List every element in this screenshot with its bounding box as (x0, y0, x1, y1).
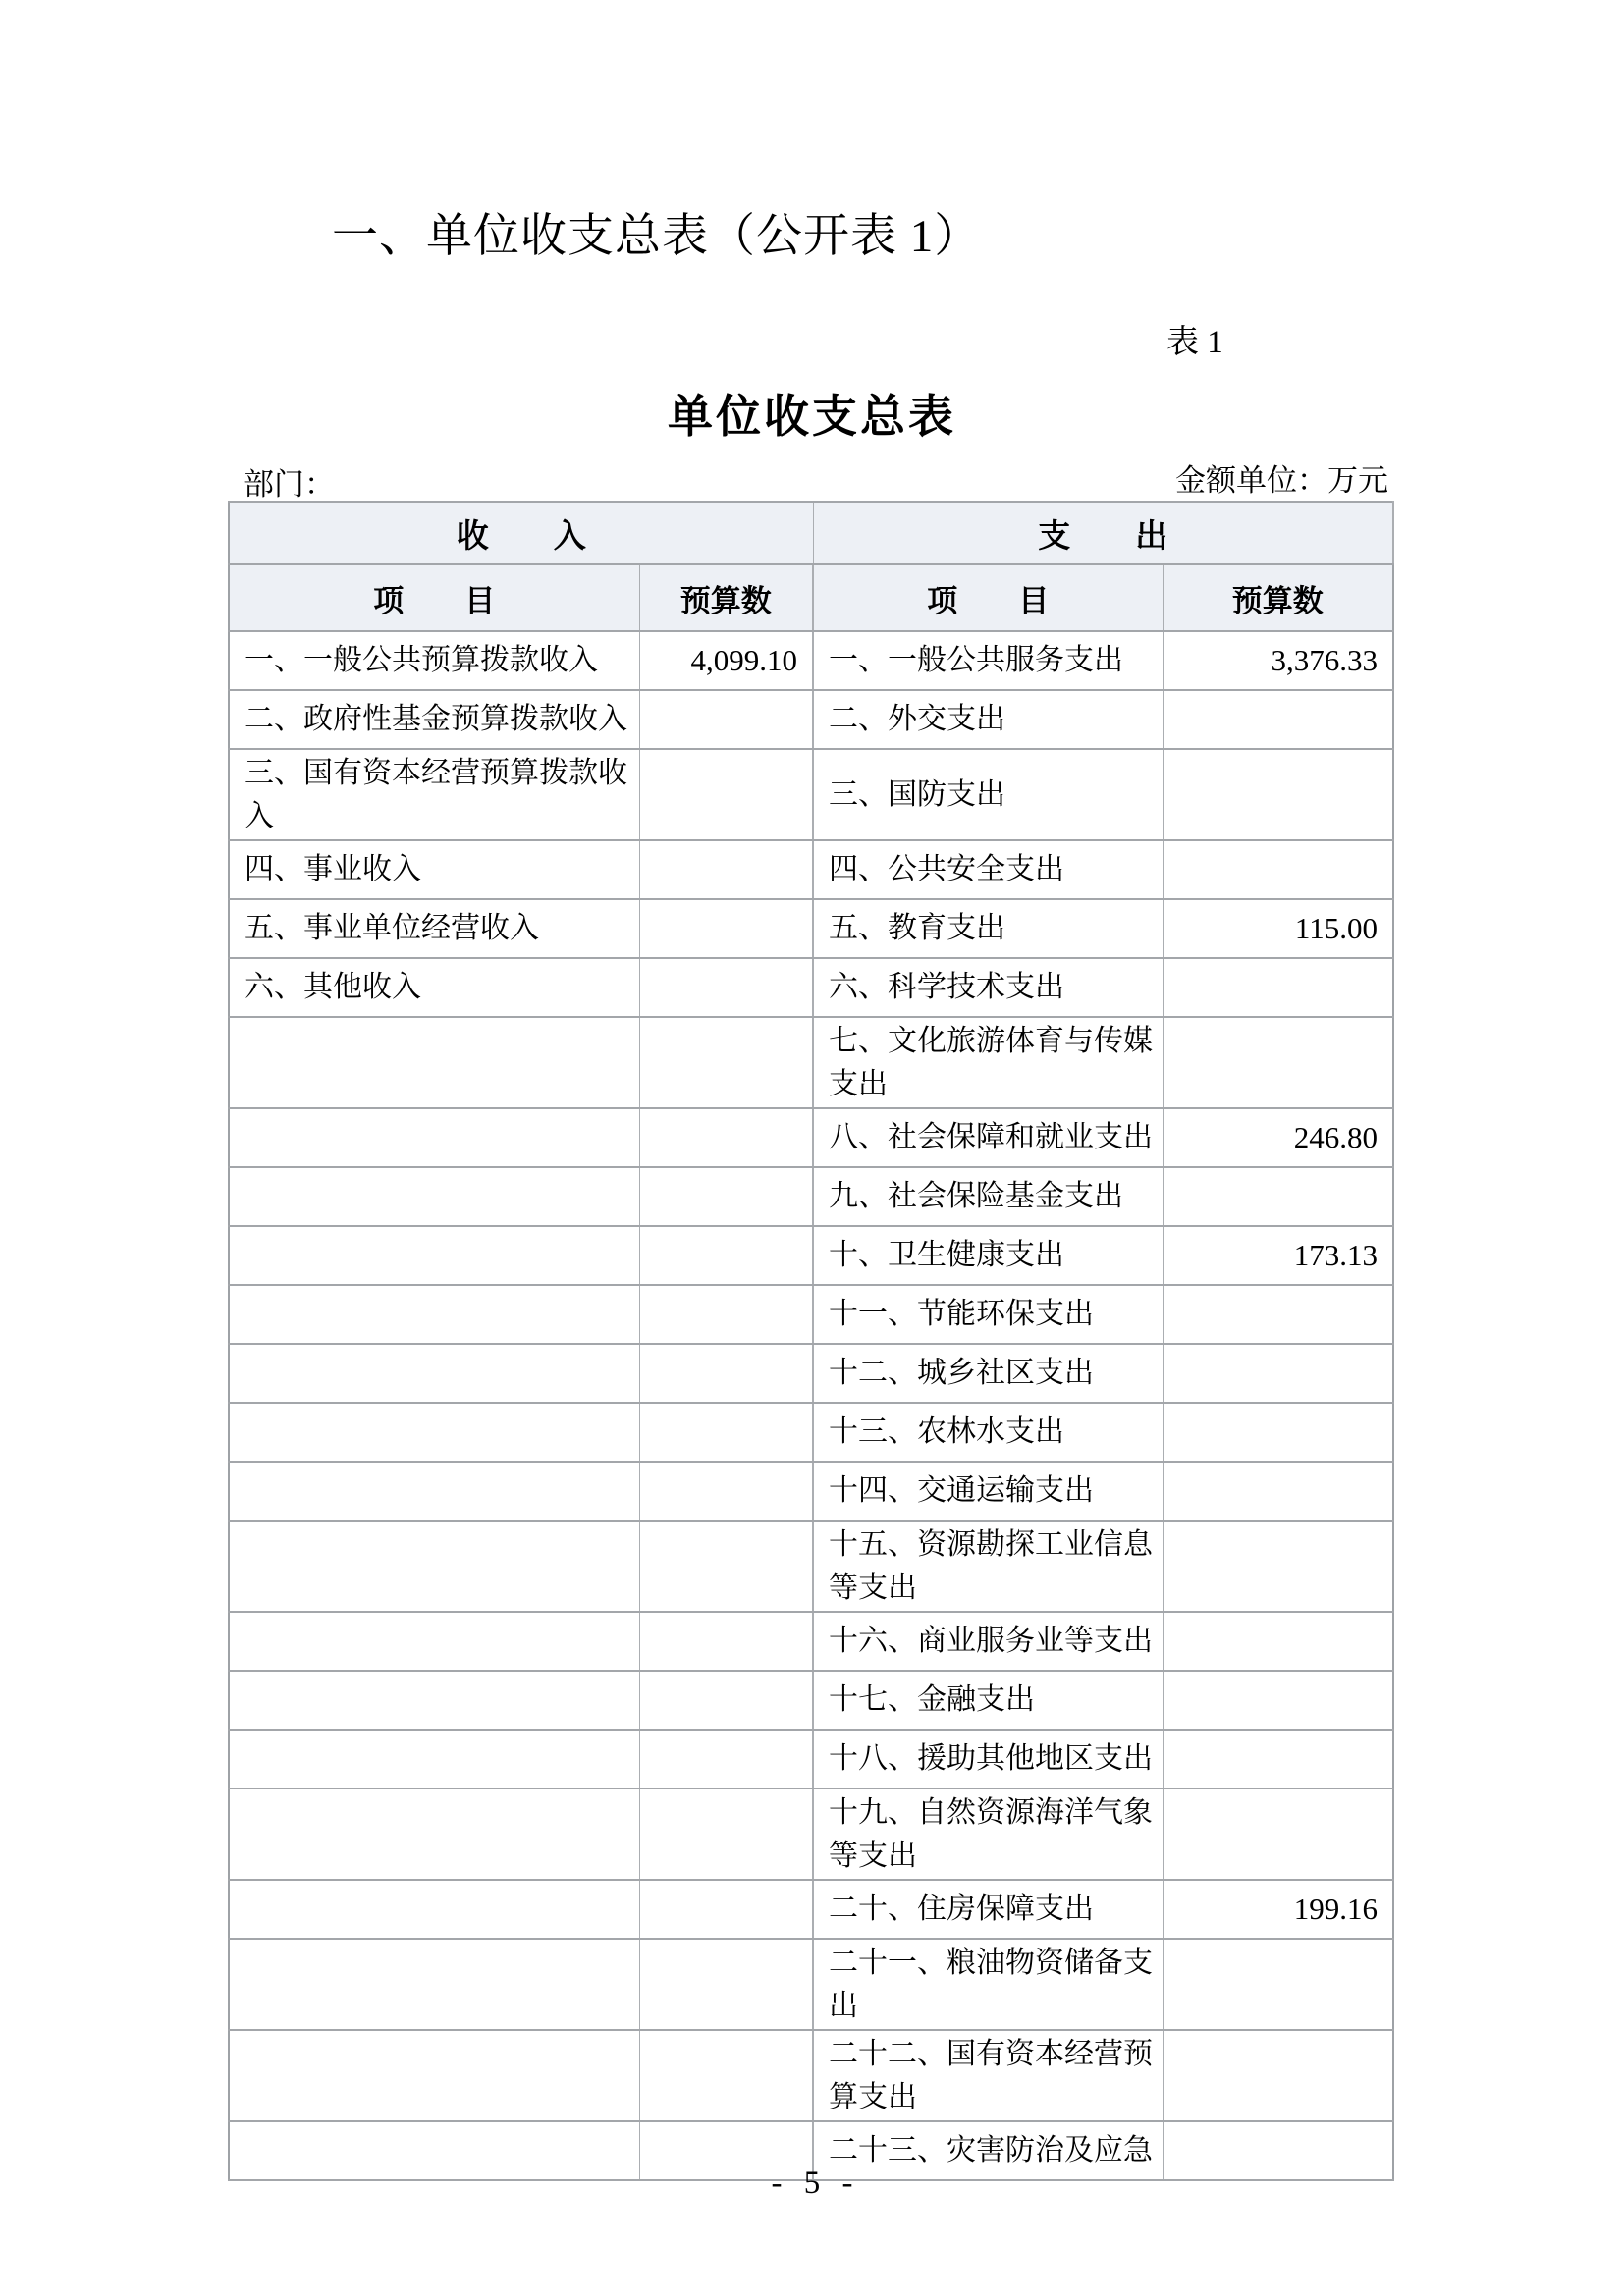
income-budget-cell: 4,099.10 (639, 631, 813, 690)
income-budget-cell (639, 958, 813, 1017)
expense-item-cell: 二、外交支出 (813, 690, 1163, 749)
income-item-cell: 一、一般公共预算拨款收入 (229, 631, 639, 690)
income-budget-cell (639, 1167, 813, 1226)
expense-budget-cell (1163, 1285, 1393, 1344)
expense-budget-cell (1163, 958, 1393, 1017)
income-item-cell (229, 1285, 639, 1344)
expense-item-cell: 十八、援助其他地区支出 (813, 1730, 1163, 1789)
expense-budget-cell (1163, 1730, 1393, 1789)
expense-budget-cell (1163, 1521, 1393, 1612)
income-item-cell: 六、其他收入 (229, 958, 639, 1017)
expense-item-cell: 二十一、粮油物资储备支出 (813, 1939, 1163, 2030)
expense-budget-cell (1163, 840, 1393, 899)
expense-budget-cell (1163, 1344, 1393, 1403)
table-row (229, 1462, 1393, 1521)
table-row (229, 749, 1393, 840)
expense-item-cell: 十二、城乡社区支出 (813, 1344, 1163, 1403)
department-label: 部门： (244, 467, 335, 502)
expense-item-cell: 十一、节能环保支出 (813, 1285, 1163, 1344)
amount-unit-label: 金额单位：万元 (1175, 463, 1388, 498)
income-item-cell (229, 1612, 639, 1671)
table-row (229, 1730, 1393, 1789)
table-row (229, 2030, 1393, 2121)
expense-budget-header: 预算数 (1163, 564, 1393, 631)
income-item-cell (229, 1939, 639, 2030)
table-row (229, 1880, 1393, 1939)
table-row (229, 1017, 1393, 1108)
income-item-cell (229, 1017, 639, 1108)
expense-budget-cell: 246.80 (1163, 1108, 1393, 1167)
income-budget-cell (639, 1403, 813, 1462)
income-item-cell (229, 2030, 639, 2121)
expense-budget-cell (1163, 1403, 1393, 1462)
income-item-cell: 四、事业收入 (229, 840, 639, 899)
income-item-header: 项 目 (229, 564, 639, 631)
table-row (229, 1344, 1393, 1403)
table-row (229, 1939, 1393, 2030)
expense-item-cell: 三、国防支出 (813, 749, 1163, 840)
income-budget-cell (639, 1939, 813, 2030)
expense-budget-cell: 199.16 (1163, 1880, 1393, 1939)
table-row (229, 1403, 1393, 1462)
income-budget-cell (639, 1226, 813, 1285)
income-item-cell (229, 1167, 639, 1226)
income-budget-cell (639, 1285, 813, 1344)
income-budget-cell (639, 1344, 813, 1403)
expense-budget-cell (1163, 1789, 1393, 1880)
expense-budget-cell: 173.13 (1163, 1226, 1393, 1285)
income-budget-cell (639, 899, 813, 958)
income-item-cell: 五、事业单位经营收入 (229, 899, 639, 958)
income-budget-cell (639, 1671, 813, 1730)
income-item-cell (229, 1521, 639, 1612)
table-row (229, 690, 1393, 749)
income-budget-cell (639, 1789, 813, 1880)
expense-item-header: 项 目 (813, 564, 1163, 631)
income-item-cell (229, 1403, 639, 1462)
income-item-cell (229, 1462, 639, 1521)
table-body (229, 631, 1393, 2180)
table-row (229, 631, 1393, 690)
expense-item-cell: 二十二、国有资本经营预算支出 (813, 2030, 1163, 2121)
page-number: - 5 - (771, 2165, 853, 2201)
income-budget-cell (639, 2030, 813, 2121)
table-title: 单位收支总表 (668, 391, 956, 442)
expense-item-cell: 四、公共安全支出 (813, 840, 1163, 899)
income-item-cell (229, 1730, 639, 1789)
expense-item-cell: 十四、交通运输支出 (813, 1462, 1163, 1521)
table-row (229, 1226, 1393, 1285)
expense-budget-cell (1163, 1671, 1393, 1730)
expense-item-cell: 一、一般公共服务支出 (813, 631, 1163, 690)
expense-budget-cell (1163, 1612, 1393, 1671)
income-item-cell (229, 1671, 639, 1730)
income-item-cell (229, 1226, 639, 1285)
expense-budget-cell (1163, 2030, 1393, 2121)
expense-budget-cell (1163, 1017, 1393, 1108)
table-row (229, 1671, 1393, 1730)
expense-item-cell: 七、文化旅游体育与传媒支出 (813, 1017, 1163, 1108)
expense-item-cell: 十三、农林水支出 (813, 1403, 1163, 1462)
income-budget-cell (639, 1612, 813, 1671)
expense-item-cell: 九、社会保险基金支出 (813, 1167, 1163, 1226)
table-row (229, 1108, 1393, 1167)
expense-budget-cell (1163, 1939, 1393, 2030)
expense-item-cell: 八、社会保障和就业支出 (813, 1108, 1163, 1167)
income-budget-cell (639, 690, 813, 749)
income-item-cell (229, 1344, 639, 1403)
page-heading: 一、单位收支总表（公开表 1） (332, 211, 982, 262)
income-budget-cell (639, 749, 813, 840)
expense-item-cell: 二十三、灾害防治及应急 (813, 2121, 1163, 2180)
income-budget-cell (639, 1108, 813, 1167)
expense-item-cell: 十七、金融支出 (813, 1671, 1163, 1730)
income-expense-summary-table (228, 501, 1394, 2181)
income-budget-cell (639, 1017, 813, 1108)
income-budget-cell (639, 1880, 813, 1939)
expense-budget-cell: 115.00 (1163, 899, 1393, 958)
expense-section-header: 支 出 (813, 502, 1393, 564)
income-item-cell: 二、政府性基金预算拨款收入 (229, 690, 639, 749)
expense-budget-cell: 3,376.33 (1163, 631, 1393, 690)
table-row (229, 1285, 1393, 1344)
table-row (229, 1789, 1393, 1880)
expense-item-cell: 二十、住房保障支出 (813, 1880, 1163, 1939)
expense-budget-cell (1163, 1167, 1393, 1226)
income-section-header: 收 入 (229, 502, 813, 564)
expense-item-cell: 十六、商业服务业等支出 (813, 1612, 1163, 1671)
income-item-cell (229, 1880, 639, 1939)
table-number-label: 表 1 (1166, 325, 1223, 360)
table-row (229, 840, 1393, 899)
expense-budget-cell (1163, 1462, 1393, 1521)
table-row (229, 1167, 1393, 1226)
expense-item-cell: 十九、自然资源海洋气象等支出 (813, 1789, 1163, 1880)
income-item-cell: 三、国有资本经营预算拨款收入 (229, 749, 639, 840)
expense-item-cell: 六、科学技术支出 (813, 958, 1163, 1017)
expense-item-cell: 十、卫生健康支出 (813, 1226, 1163, 1285)
income-item-cell (229, 1108, 639, 1167)
income-budget-cell (639, 840, 813, 899)
table-row (229, 1612, 1393, 1671)
expense-item-cell: 五、教育支出 (813, 899, 1163, 958)
income-budget-cell (639, 1521, 813, 1612)
income-budget-cell (639, 1462, 813, 1521)
income-item-cell (229, 1789, 639, 1880)
table-row (229, 899, 1393, 958)
income-budget-cell (639, 1730, 813, 1789)
expense-item-cell: 十五、资源勘探工业信息等支出 (813, 1521, 1163, 1612)
expense-budget-cell (1163, 749, 1393, 840)
expense-budget-cell (1163, 690, 1393, 749)
column-header-row (229, 564, 1393, 631)
income-budget-header: 预算数 (639, 564, 813, 631)
table-row (229, 958, 1393, 1017)
table-row (229, 1521, 1393, 1612)
section-header-row (229, 502, 1393, 564)
